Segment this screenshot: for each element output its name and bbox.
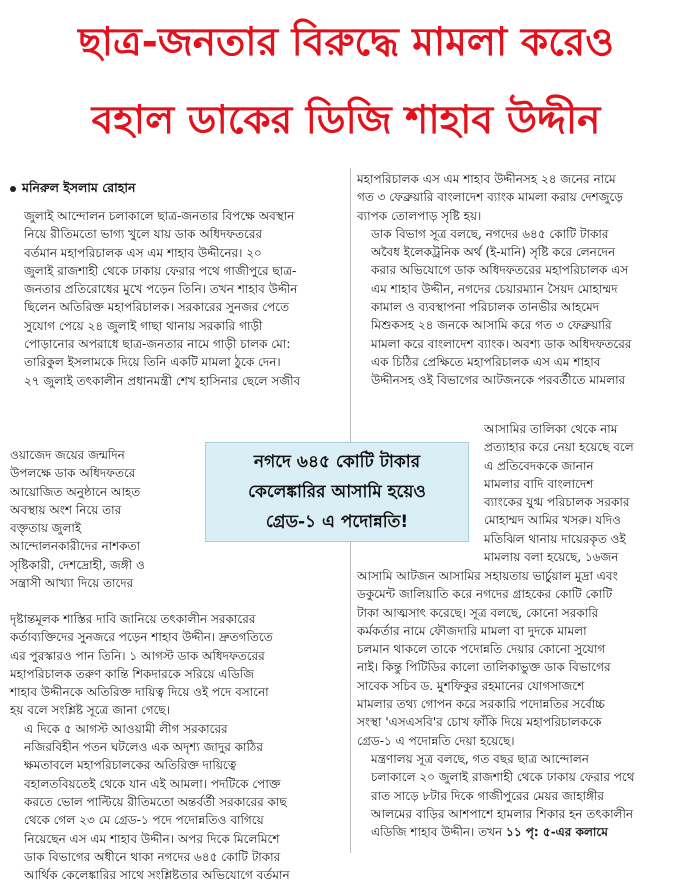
text-line: সুযোগ পেয়ে ২৪ জুলাই গাছা থানায় সরকারি গাড়ী (24, 318, 263, 333)
text-line: ওয়াজেদ জয়ের জন্মদিন (10, 448, 125, 462)
text-line: সংস্থা 'এসএসবি'র চোখ ফাঁকি দিয়ে মহাপরিচালককে (357, 715, 602, 730)
paragraph (357, 750, 682, 841)
text-line: থেকে গেল ২৩ মে গ্রেড-১ পদে পদোন্নতিও বাগিয়ে (24, 813, 264, 828)
text-line: কর্মকর্তার নামে ফৌজদারি মামলা বা দুদকে মামলা (357, 623, 587, 638)
text-line: ব্যাপক তোলপাড় সৃষ্টি হয়। (357, 208, 482, 223)
text-line: চলাকালে ২০ জুলাই রাজশাহী থেকে ঢাকায় ফেরার পথে (371, 770, 635, 785)
text-line: ব্যাংকের যুগ্ম পরিচালক সরকার (484, 495, 630, 510)
text-line: নজিরবিহীন পতন ঘটলেও এক অদৃশ্য জাদুর কাঠির (24, 740, 263, 755)
right-column-bottom (357, 567, 682, 841)
paragraph (10, 720, 342, 884)
text-line: নিয়েছেন এস এম শাহাব উদ্দীন। অপর দিকে মিলেমিশে (24, 831, 280, 846)
pull-quote-box (205, 442, 469, 542)
text-line: শাহাব উদ্দীনকে অতিরিক্ত দায়িত্ব দিয়ে ওই পদে বসানো (10, 685, 269, 700)
text-line: আয়োজিত অনুষ্ঠানে আহত (10, 484, 141, 499)
text-line: কামাল ও ব্যবস্থাপনা পরিচালক তানভীর আহমেদ (371, 300, 600, 315)
text-line: মামলার বাদি বাংলাদেশ (484, 476, 594, 491)
text-line: রাত সাড়ে ৮টার দিকে গাজীপুরের মেয়র জাহাঙ্গীর (371, 788, 605, 803)
text-line: মামলায় বলা হয়েছে, ১৬জন (484, 550, 619, 565)
paragraph (10, 610, 342, 720)
headline-line-2: বহাল ডাকের ডিজি শাহাব উদ্দীন (91, 98, 601, 143)
pull-quote-line-3: গ্রেড-১ এ পদোন্নতি! (265, 512, 409, 532)
text-line: মামলার তথ্য গোপন করে সরকারি পদোন্নতির সর্বোচ্চ (357, 697, 605, 712)
paragraph (357, 567, 682, 750)
text-line: কর্তাব্যক্তিদের সুনজরে পড়েন শাহাব উদ্দীন। দ্রুতগতিতে (10, 630, 273, 645)
left-column-narrow (10, 446, 210, 592)
text-line: এ দিকে ৫ আগস্ট আওয়ামী লীগ সরকারের (24, 721, 228, 736)
text-line: প্রত্যাহার করে নেয়া হয়েছে বলে (484, 440, 634, 455)
text-line: ২৭ জুলাই তৎকালীন প্রধানমন্ত্রী শেখ হাসিনার ছেলে সজীব (24, 373, 301, 388)
text-line: চলমান থাকলে তাকে পদোন্নতি দেয়ার কোনো সুযোগ (357, 642, 606, 657)
text-line: মামলা করে বাংলাদেশ ব্যাংক। অবশ্য ডাক অধিদফতরের (371, 336, 632, 351)
text-line: দৃষ্টান্তমূলক শাস্তির দাবি জানিয়ে তৎকালীন সরকারের (10, 612, 256, 626)
text-line: ছিলেন অতিরিক্ত মহাপরিচালক। সরকারের সুনজর পেতে (24, 300, 290, 315)
text-line: হয় বলে সংশ্লিষ্ট সূত্রে জানা গেছে। (10, 703, 170, 718)
text-line: উপলক্ষে ডাক অধিদফতরে (10, 466, 136, 481)
pull-quote-line-2: কেলেঙ্কারির আসামি হয়েও (248, 482, 426, 502)
text-line: গত ৩ ফেব্রুয়ারি বাংলাদেশ ব্যাংক মামলা করায় দেশজুড়ে (357, 190, 623, 205)
text-line: এ প্রতিবেদককে জানান (484, 458, 594, 473)
text-line: মহাপরিচালক এস এম শাহাব উদ্দীনসহ ২৪ জনের নামে (357, 172, 616, 186)
text-line: আন্দোলনকারীদের নাশকতা (10, 539, 141, 554)
text-line: আসামি আটজন আসামির সহায়তায় ভার্চুয়াল মুদ্রা এবং (357, 569, 618, 583)
text-line-continuation (357, 823, 682, 841)
text-line: করতে ভোল পাল্টিয়ে রীতিমতো অন্তর্বর্তী সরকারের কাছ (24, 794, 287, 809)
right-column-top (357, 170, 682, 390)
text-line: গ্রেড-১ এ পদোন্নতি দেয়া হয়েছে। (357, 733, 515, 748)
bullet-icon (10, 186, 16, 192)
text-line: জনতার প্রতিরোধের মুখে পড়েন তিনি। তখন শাহাব উদ্দীন (24, 282, 298, 297)
text-line: এম শাহাব উদ্দীন, নগদের চেয়ারম্যান সৈয়দ মোহাম্মদ (371, 281, 618, 296)
left-column-bottom (10, 610, 342, 884)
paragraph (357, 225, 682, 390)
paragraph (357, 170, 682, 225)
right-column-narrow (484, 420, 682, 566)
text-line: অবৈধ ইলেকট্রনিক অর্থ (ই-মানি) সৃষ্টি করে লেনদেন (371, 245, 616, 260)
headline-line-1: ছাত্র-জনতার বিরুদ্ধে মামলা করেও (78, 20, 614, 65)
text-line: বক্তৃতায় জুলাই (10, 521, 82, 536)
left-column-top (10, 207, 342, 390)
text-line: মোহাম্মদ আমির খসরু। যদিও (484, 513, 621, 528)
text-line: আসামির তালিকা থেকে নাম (484, 422, 618, 436)
text-line: জুলাই রাজশাহী থেকে ঢাকায় ফেরার পথে গাজীপুরে ছাত্র- (24, 263, 297, 278)
text-line: সাবেক সচিব ড. মুশফিকুর রহমানের যোগসাজশে (357, 678, 585, 693)
text-line: মহাপরিচালক তরুণ কান্তি শিকদারকে সরিয়ে এডিজি (10, 666, 254, 681)
paragraph (484, 420, 682, 566)
text-line: বর্তমান মহাপরিচালক এস এম শাহাব উদ্দীনের। ২০ (24, 245, 262, 260)
pull-quote-line-1: নগদে ৬৪৫ কোটি টাকার (253, 452, 421, 472)
text-line: তারিকুল ইসলামকে দিয়ে তিনি একটি মামলা ঠুকে দেন। (24, 355, 281, 370)
text-line: উদ্দীনসহ ওই বিভাগের আটজনকে পরবর্তীতে মামলার (371, 373, 626, 388)
text-line: সন্ত্রাসী আখ্যা দিয়ে তাদের (10, 576, 134, 591)
text-line: ক্ষমতাবলে মহাপরিচালকের অতিরিক্ত দায়িত্বে (24, 758, 237, 773)
text-fragment: এডিজি শাহাব উদ্দীন। তখন (371, 825, 507, 840)
text-line: বহালতবিয়তেই থেকে যান এই আমলা। পদটিকে পোক্ত (24, 776, 281, 791)
text-line: জুলাই আন্দোলন চলাকালে ছাত্র-জনতার বিপক্ষে অবস্থান (24, 209, 295, 223)
text-line: আর্থিক কেলেঙ্কারির সাথে সংশ্লিষ্টতার অভিযোগে বর্তমান (24, 868, 290, 883)
text-line: টাকা আত্মসাৎ করেছে। সূত্র বলছে, কোনো সরকারি (357, 605, 599, 620)
text-line: এর পুরস্কারও পান তিনি। ১ আগস্ট ডাক অধিদফতরের (10, 648, 265, 663)
text-line: ডাক বিভাগের অধীনে থাকা নগদের ৬৪৫ কোটি টাকার (24, 849, 281, 864)
paragraph (10, 446, 210, 592)
text-line: আলমের বাড়ির আশপাশে হামলার শিকার হন তৎকালীন (371, 806, 634, 821)
byline (10, 180, 135, 200)
text-line: করার অভিযোগে ডাক অধিদফতরের মহাপরিচালক এস (371, 263, 629, 278)
continued-on-label[interactable]: ১১ পৃ: ৫-এর কলামে (506, 825, 608, 840)
text-line: এক চিঠির প্রেক্ষিতে মহাপরিচালক এস এম শাহাব (371, 354, 601, 369)
text-line: মতিঝিল থানায় দায়েরকৃত ওই (484, 531, 626, 546)
text-line: নাই। কিন্তু পিটিডির কালো তালিকাভুক্ত ডাক বিভাগের (357, 660, 611, 675)
text-line: মিশুকসহ ২৪ জনকে আসামি করে গত ৩ ফেব্রুয়ারি (371, 318, 612, 333)
byline-author: মনিরুল ইসলাম রোহান (22, 180, 136, 195)
text-line: মন্ত্রণালয় সূত্র বলছে, গত বছর ছাত্র আন্দোলন (371, 751, 589, 766)
paragraph (10, 207, 342, 390)
text-line: সৃষ্টিকারী, দেশদ্রোহী, জঙ্গী ও (10, 557, 145, 572)
text-line: পোড়ানোর অপরাধে ছাত্র-জনতার নামে গাড়ী চালক মো: (24, 337, 291, 352)
text-line: অবস্থায় অংশ নিয়ে তার (10, 502, 122, 517)
text-line: ডাক বিভাগ সূত্র বলছে, নগদের ৬৪৫ কোটি টাকার (371, 226, 609, 241)
text-line: নিয়ে রীতিমতো ভাগ্য খুলে যায় ডাক অধিদফতরের (24, 227, 263, 242)
text-line: ডকুমেন্ট জালিয়াতি করে নগদের গ্রাহকের কোটি কোটি (357, 587, 613, 602)
headline (0, 4, 692, 160)
